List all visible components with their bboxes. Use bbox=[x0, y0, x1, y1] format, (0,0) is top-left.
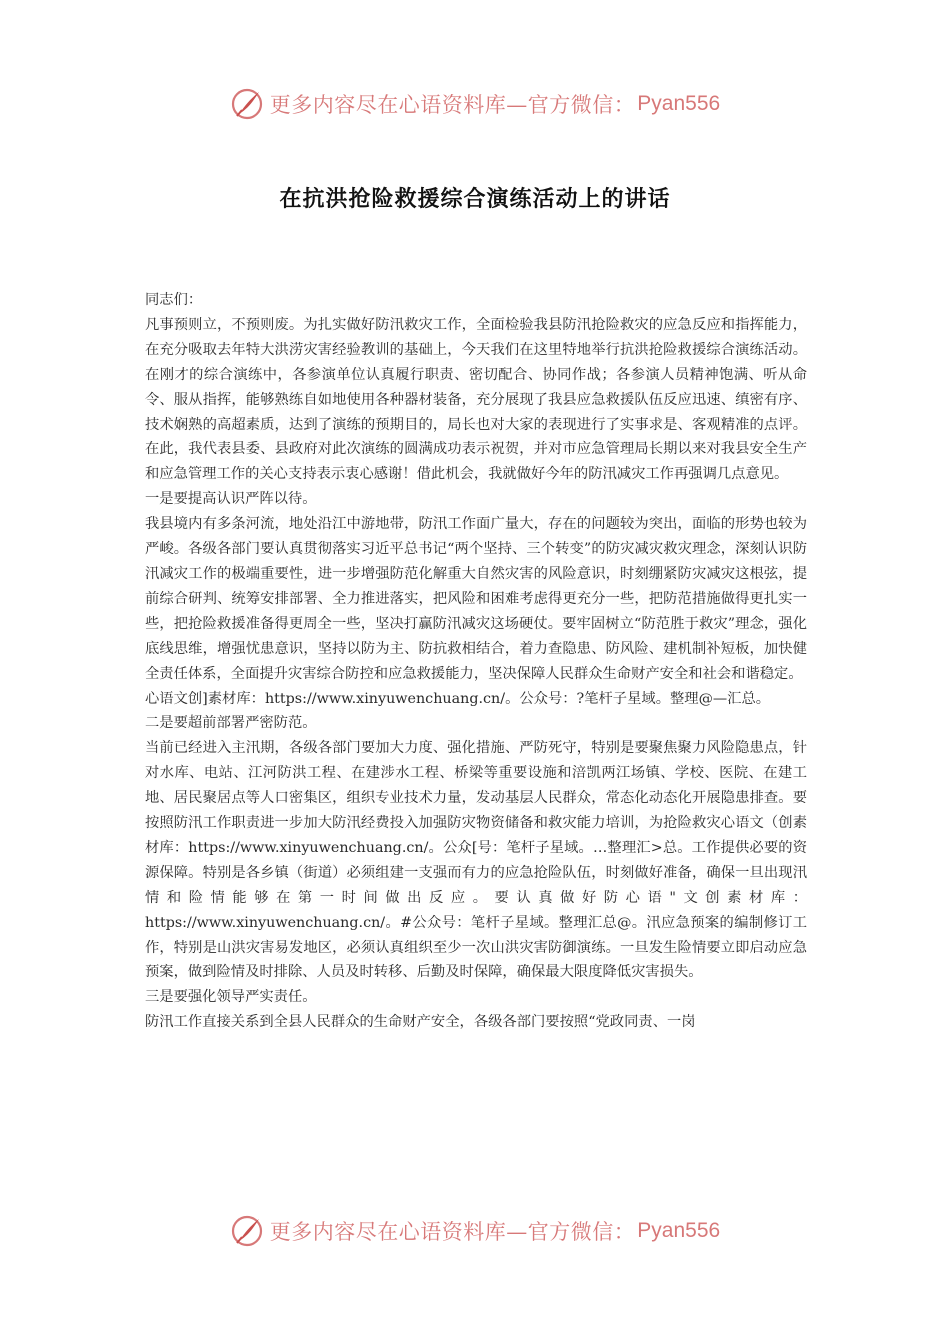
header-watermark-banner bbox=[0, 84, 950, 124]
section-3-paragraph: 防汛工作直接关系到全县人民群众的生命财产安全，各级各部门要按照“党政同责、一岗 bbox=[145, 1014, 696, 1031]
banner-wechat-id: Pyan556 bbox=[637, 1219, 721, 1242]
document-body bbox=[145, 288, 807, 1035]
feather-pen-logo-icon bbox=[230, 1214, 264, 1248]
section-heading-2: 二是要超前部署严密防范。 bbox=[145, 715, 317, 732]
source-note-paragraph: 心语文创]素材库：https://www.xinyuwenchuang.cn/。公众号：?笔杆子星域。整理@—汇总。 bbox=[145, 690, 771, 707]
section-heading-1: 一是要提高认识严阵以待。 bbox=[145, 491, 317, 508]
salutation-paragraph: 同志们： bbox=[145, 292, 203, 308]
document-title: 在抗洪抢险救援综合演练活动上的讲话 bbox=[279, 187, 671, 212]
footer-watermark-banner bbox=[0, 1211, 950, 1251]
banner-brand-text: 更多内容尽在心语资料库—官方微信： bbox=[269, 1220, 636, 1244]
section-2-paragraph: 当前已经进入主汛期，各级各部门要加大力度、强化措施、严防死守，特别是要聚焦聚力风险隐患点，针对水库、电站、江河防洪工程、在建涉水工程、桥梁等重要设施和涪凯两江场镇、学校、医院、在建工地、居民聚居点等人口密集区，组织专业技术力量，发动基层人民群众，常态化动态化开展隐患排查。要按照防汛工作职责进一步加大防汛经费投入加强防灾物资储备和救灾能力培训，为抢险救灾心语文（创素材库：https://www.xinyuwenchuang.cn/。公众[号：笔杆子星域。…整理汇>总。工作提供必要的资源保障。特别是各乡镇（街道）必须组建一支强而有力的应急抢险队伍，时刻做好准备，确保一旦出现汛情和险情能够在第一时间做出反应。要认真做好防心语"文创素材库：https://www.xinyuwenchuang.cn/。#公众号：笔杆子星域。整理汇总@。汛应急预案的编制修订工作，特别是山洪灾害易发地区，必须认真组织至少一次山洪灾害防御演练。一旦发生险情要立即启动应急预案，做到险情及时排除、人员及时转移、后勤及时保障，确保最大限度降低灾害损失。 bbox=[145, 740, 807, 981]
section-heading-3: 三是要强化领导严实责任。 bbox=[145, 989, 317, 1006]
banner-brand-text: 更多内容尽在心语资料库—官方微信： bbox=[269, 93, 636, 117]
intro-paragraph: 凡事预则立，不预则废。为扎实做好防汛救灾工作，全面检验我县防汛抢险救灾的应急反应和指挥能力，在充分吸取去年特大洪涝灾害经验教训的基础上，今天我们在这里特地举行抗洪抢险救援综合演练活动。在刚才的综合演练中，各参演单位认真履行职责、密切配合、协同作战；各参演人员精神饱满、听从命令、服从指挥，能够熟练自如地使用各种器材装备，充分展现了我县应急救援队伍反应迅速、缜密有序、技术娴熟的高超素质，达到了演练的预期目的，局长也对大家的表现进行了实事求是、客观精准的点评。在此，我代表县委、县政府对此次演练的圆满成功表示祝贺，并对市应急管理局长期以来对我县安全生产和应急管理工作的关心支持表示衷心感谢！借此机会，我就做好今年的防汛减灾工作再强调几点意见。 bbox=[145, 316, 807, 483]
section-1-paragraph: 我县境内有多条河流，地处沿江中游地带，防汛工作面广量大，存在的问题较为突出，面临的形势也较为严峻。各级各部门要认真贯彻落实习近平总书记“两个坚持、三个转变”的防灾减灾救灾理念，深刻认识防汛减灾工作的极端重要性，进一步增强防范化解重大自然灾害的风险意识，时刻绷紧防灾减灾这根弦，提前综合研判、统筹安排部署、全力推进落实，把风险和困难考虑得更充分一些，把防范措施做得更扎实一些，把抢险救援准备得更周全一些，坚决打赢防汛减灾这场硬仗。要牢固树立“防范胜于救灾”理念，强化底线思维，增强忧患意识，坚持以防为主、防抗救相结合，着力查隐患、防风险、建机制补短板，加快健全责任体系，全面提升灾害综合防控和应急救援能力，坚决保障人民群众生命财产安全和社会和谐稳定。 bbox=[145, 516, 807, 682]
banner-wechat-id: Pyan556 bbox=[637, 92, 721, 115]
feather-pen-logo-icon bbox=[230, 87, 264, 121]
